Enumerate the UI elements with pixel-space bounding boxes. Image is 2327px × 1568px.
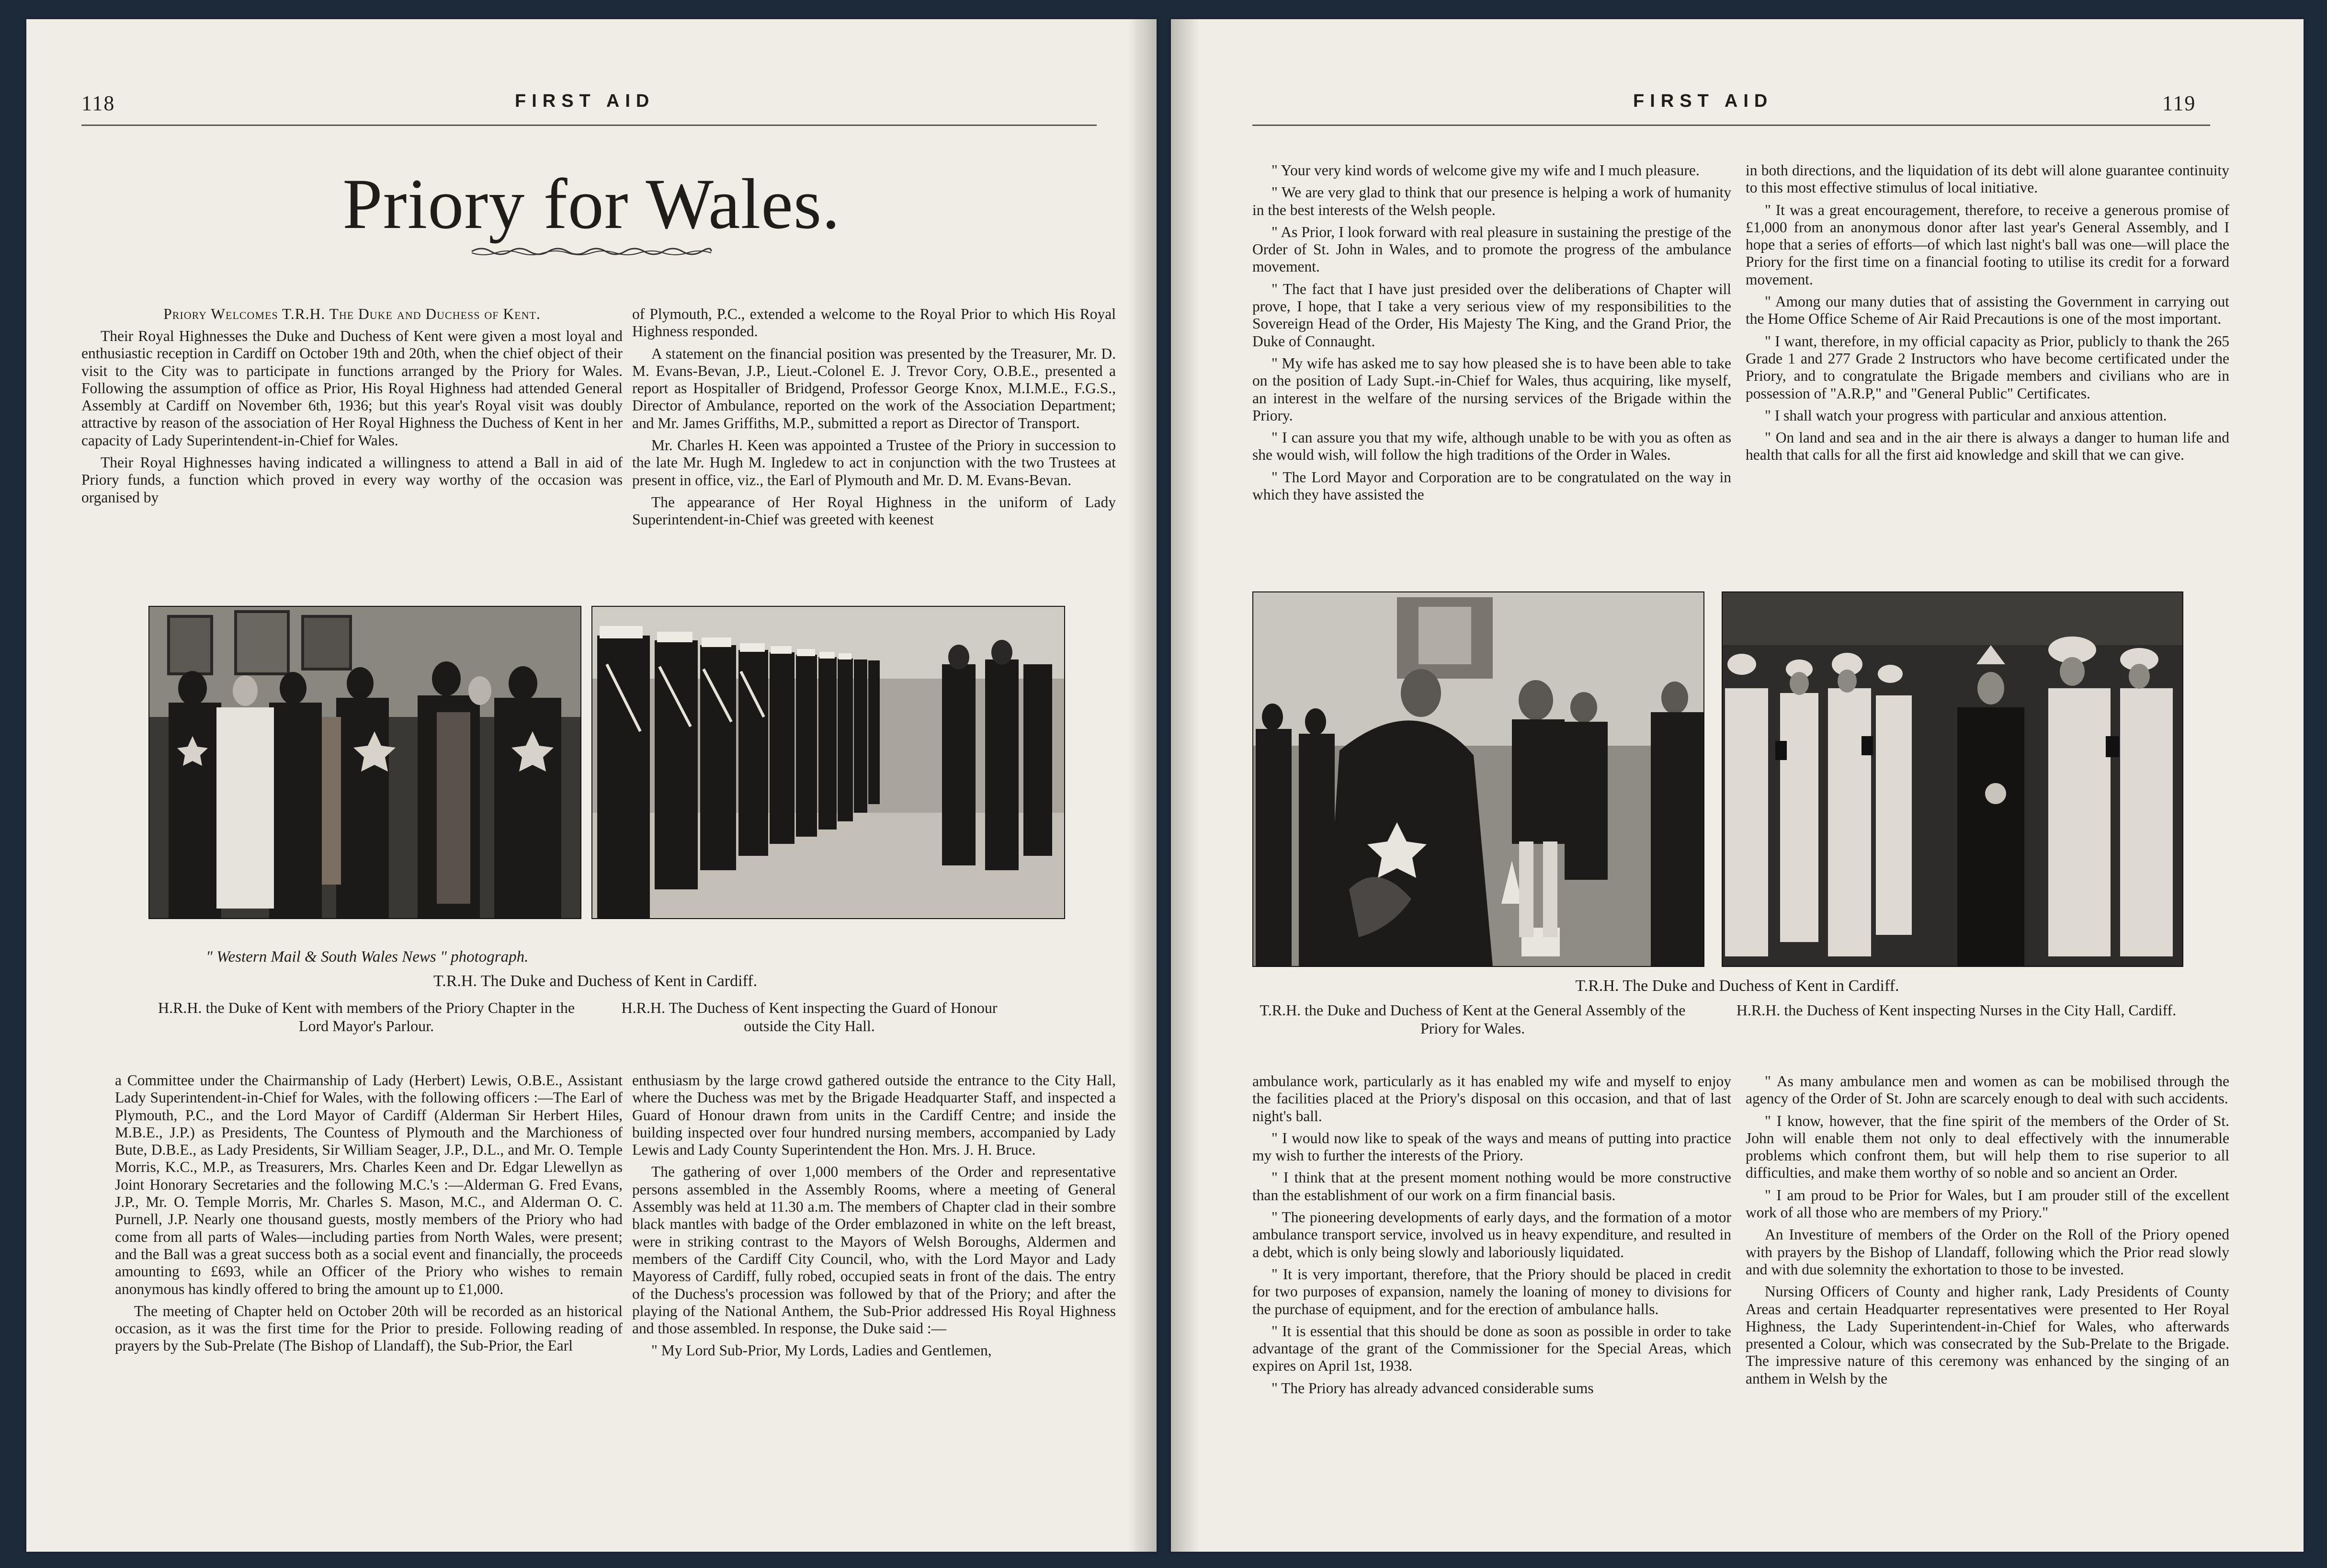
- right-col1-top: [1252, 162, 1731, 503]
- photo-guard-of-honour: [591, 606, 1065, 919]
- paragraph: " We are very glad to think that our presence is helping a work of humanity in the best interests of the Welsh people.: [1252, 184, 1731, 218]
- article-subhead: Priory Welcomes T.R.H. The Duke and Duchess of Kent.: [163, 306, 541, 322]
- paragraph: Mr. Charles H. Keen was appointed a Trustee of the Priory in succession to the late Mr. Hugh M. Ingledew to act in conjunction with the two Trustees at present in office, viz., the Earl of Plymouth and Mr. D. M. Evans-Bevan.: [632, 437, 1116, 489]
- running-head-left: [26, 91, 1157, 120]
- paragraph: enthusiasm by the large crowd gathered outside the entrance to the City Hall, where the Duchess was met by the Brigade Headquarter Staff, and inspected a Guard of Honour drawn from units in the Cardiff Centre; and inside the building inspected over four hundred nursing members, accompanied by Lady Lewis and Lady County Superintendent the Hon. Mrs. J. H. Bruce.: [632, 1072, 1116, 1159]
- paragraph: " On land and sea and in the air there is always a danger to human life and health that calls for all the first aid knowledge and skill that we can give.: [1746, 429, 2229, 464]
- paragraph: " I shall watch your progress with particular and anxious attention.: [1765, 407, 2167, 424]
- head-rule: [81, 125, 1097, 126]
- journal-title: FIRST AID: [1633, 91, 1773, 111]
- paragraph: " It is very important, therefore, that the Priory should be placed in credit for two purposes of expansion, namely the loaning of money to divisions for the purchase of equipment, and for the erection of ambulance halls.: [1252, 1265, 1731, 1318]
- title-ornament: [26, 244, 1157, 261]
- paragraph: " The Priory has already advanced considerable sums: [1271, 1379, 1594, 1397]
- right-page: [1171, 19, 2304, 1552]
- caption-photo-nurses: H.R.H. the Duchess of Kent inspecting Nurses in the City Hall, Cardiff.: [1736, 1001, 2177, 1019]
- caption-photo-assembly: T.R.H. the Duke and Duchess of Kent at the General Assembly of the Priory for Wales.: [1260, 1001, 1686, 1037]
- head-rule: [1252, 125, 2210, 126]
- paragraph: " It is essential that this should be done as soon as possible in order to take advantage of the grant of the Commissioner for the Special Areas, which expires on April 1st, 1938.: [1252, 1322, 1731, 1375]
- paragraph: " The fact that I have just presided over the deliberations of Chapter will prove, I hope, that I take a very serious view of my responsibilities to the Sovereign Head of the Order, His Majesty The King, and the Grand Prior, the Duke of Connaught.: [1252, 280, 1731, 350]
- running-head-right: [1171, 91, 2304, 120]
- paragraph: Nursing Officers of County and higher rank, Lady Presidents of County Areas and certain Headquarter representatives were presented to Her Royal Highness, the Lady Superintendent-in-Chief for Wales, who afterwards presented a Colour, which was consecrated by the Sub-Prelate to the Brigade. The impressive nature of this ceremony was enhanced by the singing of an anthem in Welsh by the: [1746, 1283, 2229, 1387]
- paragraph: a Committee under the Chairmanship of Lady (Herbert) Lewis, O.B.E., Assistant Lady Superintendent-in-Chief for Wales, with the following officers :—The Earl of Plymouth, P.C., and the Lord Mayor of Cardiff (Alderman Sir Herbert Hiles, M.B.E., J.P.) as Presidents, The Countess of Plymouth and the Marchioness of Bute, D.B.E., as Lady Presidents, Sir William Seager, J.P., D.L., and Mr. O. Temple Morris, K.C., M.P., as Treasurers, Mrs. Charles Keen and Dr. Edgar Llewellyn as Joint Honorary Secretaries and the following M.C.'s :—Alderman G. Fred Evans, J.P., Mr. O. Temple Morris, Mr. Charles S. Mason, M.C., and Alderman O. C. Purnell, J.P. Nearly one thousand guests, mostly members of the Priory who had come from all parts of Wales—including parties from North Wales, were present; and the Ball was a great success both as a social event and financially, the proceeds amounting to £693, while an Officer of the Priory who wishes to remain anonymous has kindly offered to bring the amount up to £1,000.: [115, 1072, 623, 1297]
- paragraph: " My Lord Sub-Prior, My Lords, Ladies and Gentlemen,: [651, 1342, 992, 1359]
- paragraph: " As Prior, I look forward with real pleasure in sustaining the prestige of the Order of St. John in Wales, and to promote the progress of the ambulance movement.: [1252, 223, 1731, 275]
- caption-main-right: T.R.H. The Duke and Duchess of Kent in Cardiff.: [1575, 977, 1899, 995]
- paragraph: The appearance of Her Royal Highness in the uniform of Lady Superintendent-in-Chief was greeted with keenest: [632, 493, 1116, 528]
- paragraph: " It was a great encouragement, therefore, to receive a generous promise of £1,000 from an anonymous donor after last year's General Assembly, and I hope that a series of efforts—of which last night's ball was one—will place the Priory for the first time on a financial footing to utilise its credit for a forward movement.: [1746, 201, 2229, 288]
- article-title: Priory for Wales.: [342, 164, 840, 244]
- caption-photo-guard: H.R.H. The Duchess of Kent inspecting the Guard of Honour outside the City Hall.: [621, 999, 998, 1034]
- right-col1-bottom: [1252, 1073, 1731, 1397]
- paragraph: Their Royal Highnesses having indicated a willingness to attend a Ball in aid of Priory funds, a function which proved in every way worthy of the occasion was organised by: [81, 454, 623, 506]
- paragraph: The gathering of over 1,000 members of the Order and representative persons assembled in the Assembly Rooms, where a meeting of General Assembly was held at 11.30 a.m. The members of Chapter clad in their sombre black mantles with badge of the Order emblazoned in white on the left breast, were in striking contrast to the Mayors of Welsh Boroughs, Aldermen and members of the Cardiff City Council, who, with the Lord Mayor and Lady Mayoress of Cardiff, fully robed, occupied seats in front of the dais. The entry of the Duchess's procession was followed by that of the Priory; and after the playing of the National Anthem, the Sub-Prior addressed His Royal Highness and those assembled. In response, the Duke said :—: [632, 1163, 1116, 1337]
- caption-photo-chapter: H.R.H. the Duke of Kent with members of the Priory Chapter in the Lord Mayor's Parlour.: [158, 999, 575, 1034]
- paragraph: " I am proud to be Prior for Wales, but I am prouder still of the excellent work of all those who are members of my Priory.": [1746, 1186, 2229, 1221]
- paragraph: An Investiture of members of the Order on the Roll of the Priory opened with prayers by the Bishop of Llandaff, following which the Prior read slowly and with due solemnity the exhortation to those to be invested.: [1746, 1226, 2229, 1278]
- left-col1-bottom: [115, 1072, 623, 1355]
- caption-main-left: T.R.H. The Duke and Duchess of Kent in Cardiff.: [433, 972, 758, 990]
- paragraph: " I want, therefore, in my official capacity as Prior, publicly to thank the 265 Grade 1 and 277 Grade 2 Instructors who have become certificated under the Priory, and to congratulate the Brigade members and civilians who are in possession of "A.R.P," and "General Public" Certificates.: [1746, 332, 2229, 402]
- paragraph: " I can assure you that my wife, although unable to be with you as often as she would wish, will follow the high traditions of the Order in Wales.: [1252, 429, 1731, 464]
- left-page: [26, 19, 1157, 1552]
- left-col1-top: [81, 306, 623, 506]
- photo-credit: " Western Mail & South Wales News " photograph.: [206, 948, 529, 966]
- paragraph: ambulance work, particularly as it has enabled my wife and myself to enjoy the facilities placed at the Priory's disposal on this occasion, and that of last night's ball.: [1252, 1073, 1731, 1125]
- gutter-shadow: [1171, 19, 1200, 1552]
- left-col2-top: [632, 306, 1116, 529]
- paragraph: " The pioneering developments of early days, and the formation of a motor ambulance transport service, involved us in heavy expenditure, and resulted in a debt, which is only being slowly and laboriously liquidated.: [1252, 1209, 1731, 1261]
- paragraph: " I would now like to speak of the ways and means of putting into practice my wish to further the interests of the Priory.: [1252, 1129, 1731, 1164]
- photo-general-assembly: [1252, 591, 1704, 967]
- page-number: 119: [2162, 91, 2196, 115]
- photo-duke-priory-chapter: [148, 606, 581, 919]
- paragraph: " As many ambulance men and women as can be mobilised through the agency of the Order of St. John are scarcely enough to deal with such accidents.: [1746, 1073, 2229, 1107]
- left-col2-bottom: [632, 1072, 1116, 1360]
- paragraph: " Among our many duties that of assisting the Government in carrying out the Home Office Scheme of Air Raid Precautions is one of the most important.: [1746, 293, 2229, 328]
- paragraph: The meeting of Chapter held on October 20th will be recorded as an historical occasion, as it was the first time for the Prior to preside. Following reading of prayers by the Sub-Prelate (The Bishop of Llandaff), the Sub-Prior, the Earl: [115, 1302, 623, 1354]
- paragraph: " Your very kind words of welcome give my wife and I much pleasure.: [1271, 162, 1700, 179]
- paragraph: " My wife has asked me to say how pleased she is to have been able to take on the position of Lady Supt.-in-Chief for Wales, thus acquiring, like myself, an interest in the welfare of the nursing services of the Brigade within the Priory.: [1252, 354, 1731, 424]
- paragraph: " The Lord Mayor and Corporation are to be congratulated on the way in which they have assisted the: [1252, 468, 1731, 503]
- paragraph: in both directions, and the liquidation of its debt will alone guarantee continuity to this most effective stimulus of local initiative.: [1746, 162, 2229, 196]
- paragraph: of Plymouth, P.C., extended a welcome to the Royal Prior to which His Royal Highness responded.: [632, 306, 1116, 340]
- paragraph: A statement on the financial position was presented by the Treasurer, Mr. D. M. Evans-Bevan, J.P., Lieut.-Colonel E. J. Trevor Cory, O.B.E., presented a report as Hospitaller of Bridgend, Professor George Knox, M.I.M.E., F.G.S., Director of Ambulance, reported on the work of the Association Department; and Mr. James Griffiths, M.P., submitted a report as Director of Transport.: [632, 345, 1116, 432]
- paragraph: Their Royal Highnesses the Duke and Duchess of Kent were given a most loyal and enthusiastic reception in Cardiff on October 19th and 20th, when the chief object of their visit to the City was to participate in functions arranged by the Priory for Wales. Following the assumption of office as Prior, His Royal Highness had attended General Assembly at Cardiff on November 6th, 1936; but this year's Royal visit was doubly attractive by reason of the association of Her Royal Highness the Duchess of Kent in her capacity of Lady Superintendent-in-Chief for Wales.: [81, 328, 623, 449]
- photo-nurses-inspection: [1722, 591, 2183, 967]
- page-number: 118: [81, 91, 115, 115]
- right-col2-bottom: [1746, 1073, 2229, 1387]
- paragraph: " I think that at the present moment nothing would be more constructive than the establishment of our work on a firm financial basis.: [1252, 1169, 1731, 1204]
- right-col2-top: [1746, 162, 2229, 464]
- journal-title: FIRST AID: [515, 91, 655, 111]
- paragraph: " I know, however, that the fine spirit of the members of the Order of St. John will enable them not only to deal effectively with the innumerable problems which confront them, but will help them to rise superior to all difficulties, and make them worthy of so noble and so ancient an Order.: [1746, 1112, 2229, 1182]
